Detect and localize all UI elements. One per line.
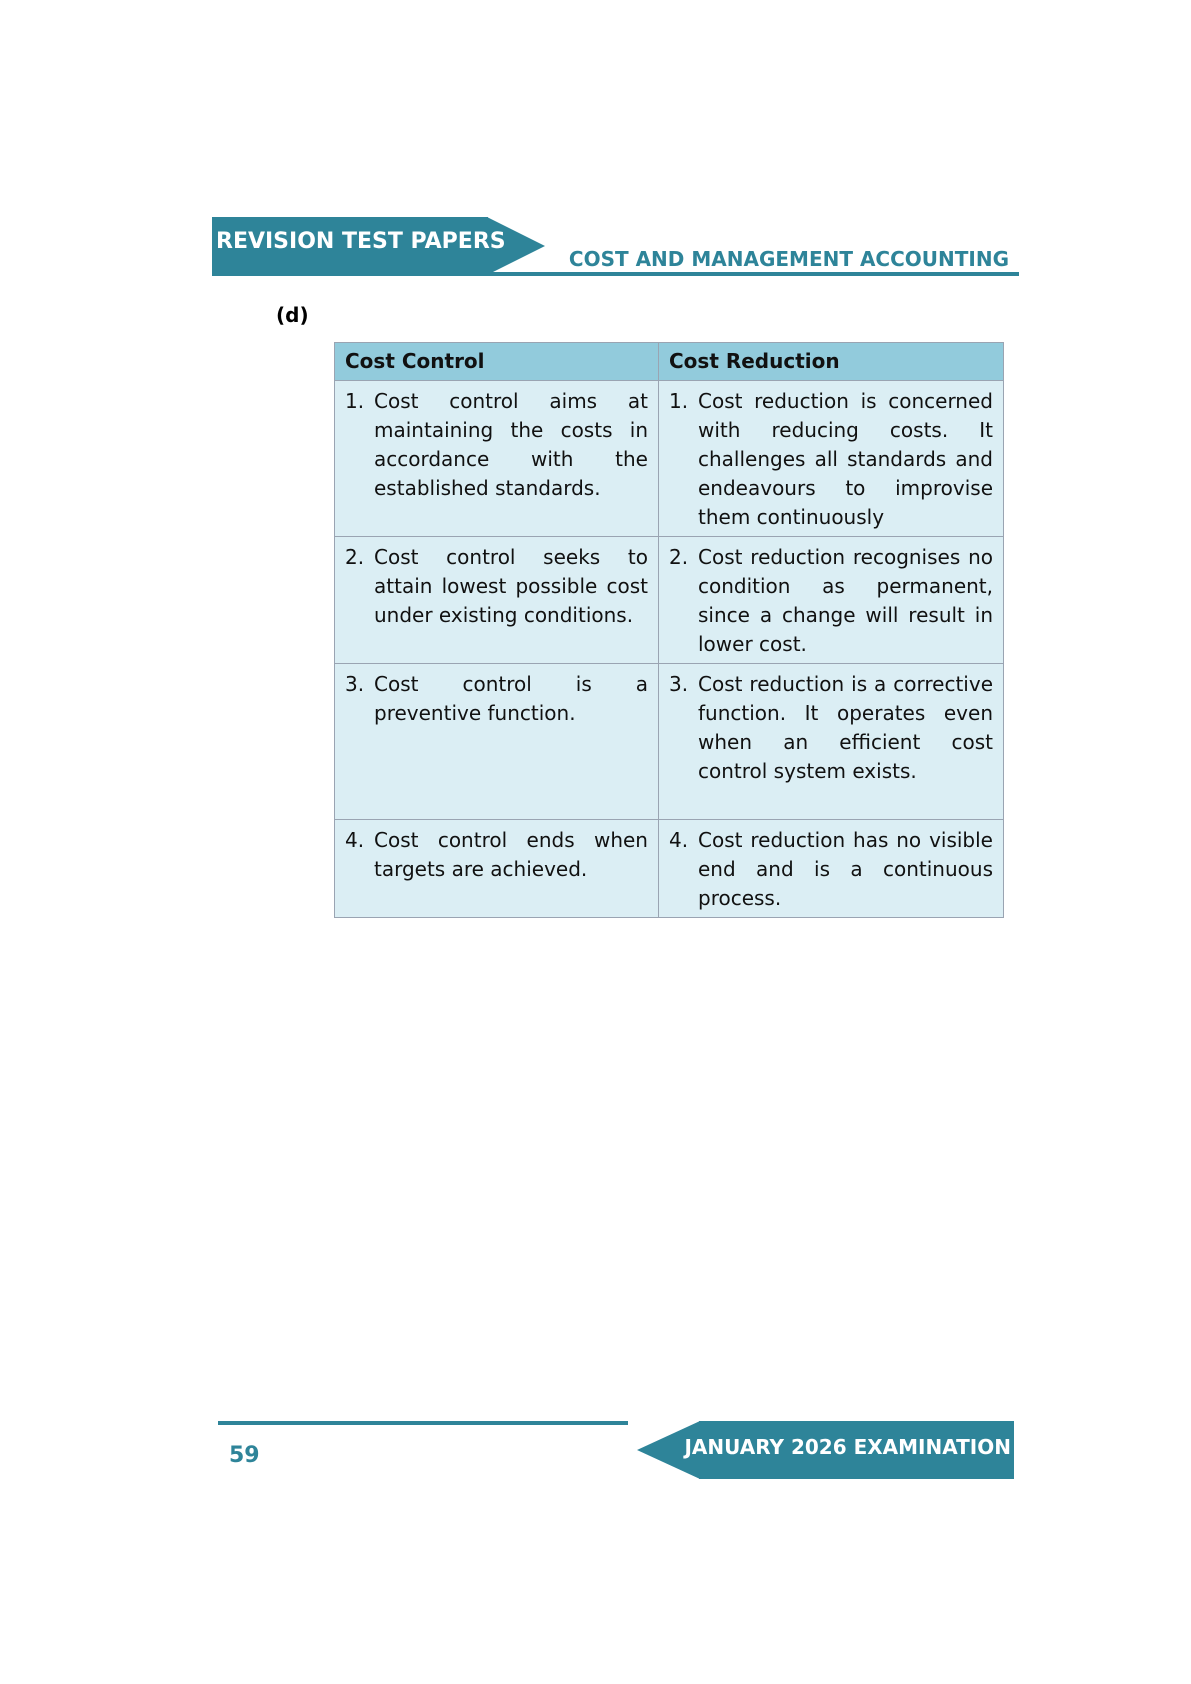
section-label: (d) <box>276 303 309 327</box>
footer-rule <box>218 1421 628 1425</box>
cost-reduction-cell <box>659 664 1004 820</box>
point-number: 1. <box>345 389 365 413</box>
page-number: 59 <box>229 1443 260 1468</box>
table-row <box>335 381 1004 537</box>
cost-reduction-cell <box>659 537 1004 664</box>
point-text: Cost reduction recognises no condition as permanent, since a change will result in lower cost. <box>698 545 993 656</box>
point-number: 1. <box>669 389 689 413</box>
table-row <box>335 664 1004 820</box>
comparison-table <box>334 342 1004 918</box>
point-number: 3. <box>345 672 365 696</box>
point-number: 4. <box>345 828 365 852</box>
point-number: 2. <box>345 545 365 569</box>
footer-examination: JANUARY 2026 EXAMINATION <box>684 1435 1011 1459</box>
point-number: 4. <box>669 828 689 852</box>
point-number: 3. <box>669 672 689 696</box>
point-text: Cost control aims at maintaining the costs in accordance with the established standards. <box>374 389 648 500</box>
point-text: Cost control ends when targets are achieved. <box>374 828 648 881</box>
point-text: Cost reduction is a corrective function. It operates even when an efficient cost control system exists. <box>698 672 993 783</box>
header-cost-reduction: Cost Reduction <box>659 343 1004 381</box>
cost-control-cell <box>335 664 659 820</box>
point-text: Cost reduction is concerned with reducing costs. It challenges all standards and endeavours to improvise them continuously <box>698 389 993 529</box>
point-text: Cost control seeks to attain lowest possible cost under existing conditions. <box>374 545 648 627</box>
point-text: Cost control is a preventive function. <box>374 672 648 725</box>
header-rule <box>212 272 1019 276</box>
header-banner-title: REVISION TEST PAPERS <box>216 229 506 254</box>
table-header-row <box>335 343 1004 381</box>
point-number: 2. <box>669 545 689 569</box>
cost-reduction-cell <box>659 820 1004 918</box>
cost-control-cell <box>335 381 659 537</box>
header-subject: COST AND MANAGEMENT ACCOUNTING <box>568 247 1009 271</box>
point-text: Cost reduction has no visible end and is a continuous process. <box>698 828 993 910</box>
table-row <box>335 537 1004 664</box>
header-cost-control: Cost Control <box>335 343 659 381</box>
table-row <box>335 820 1004 918</box>
cost-reduction-cell <box>659 381 1004 537</box>
cost-control-cell <box>335 537 659 664</box>
cost-control-cell <box>335 820 659 918</box>
